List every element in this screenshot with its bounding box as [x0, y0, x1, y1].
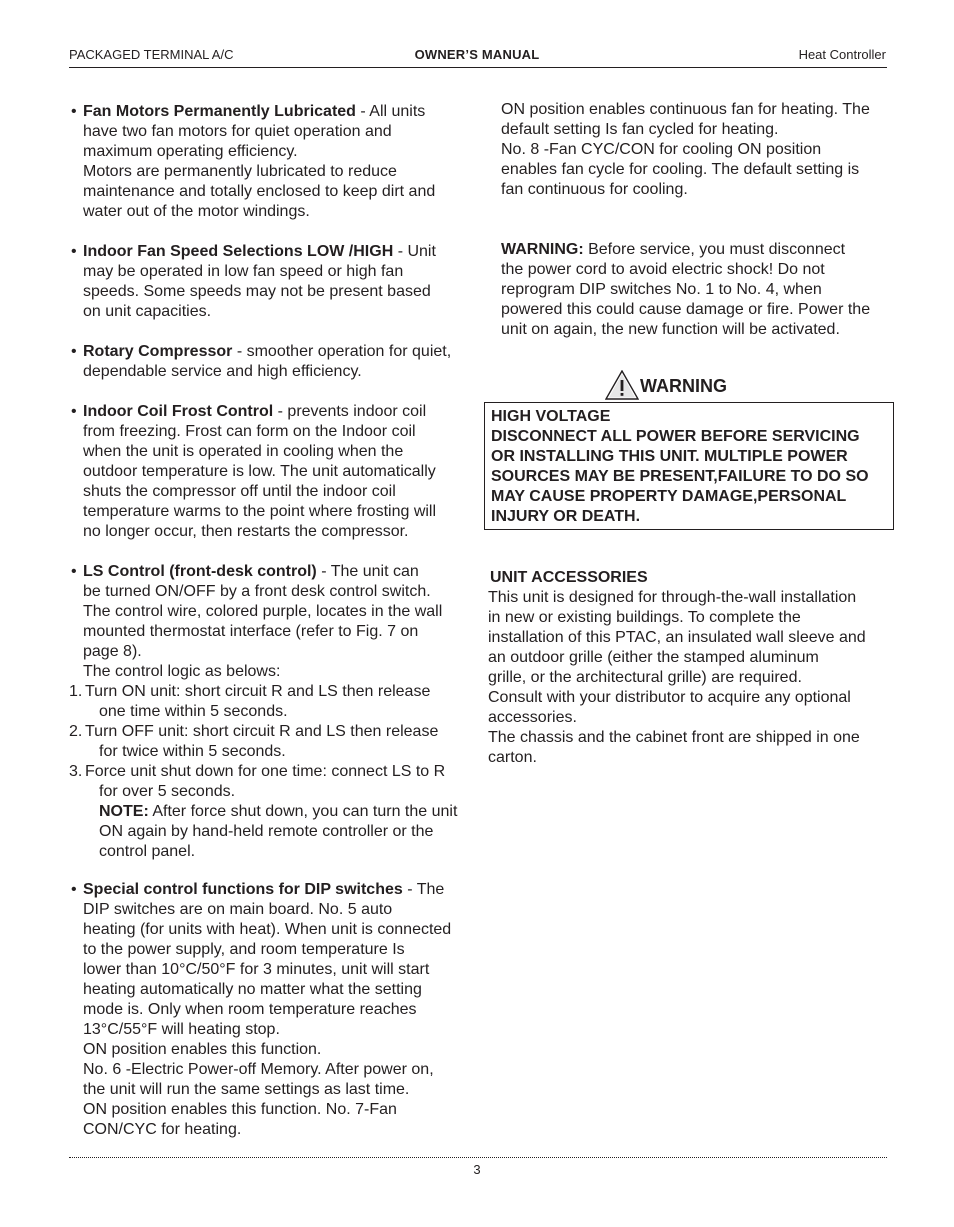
text-line: page 8). [83, 643, 142, 660]
bullet: • [71, 103, 77, 120]
text-line: ON again by hand-held remote controller or the [99, 823, 434, 840]
note-label: NOTE: [99, 803, 149, 820]
fan-motors-line1: - All units [355, 103, 426, 120]
page-number: 3 [473, 1162, 481, 1177]
ls-control-title: LS Control (front-desk control) [83, 563, 317, 580]
text-line: This unit is designed for through-the-wall installation [488, 589, 857, 606]
footer-dotted-rule [69, 1157, 887, 1158]
text-line: grille, or the architectural grille) are required. [488, 669, 802, 686]
text-line: temperature warms to the point where frosting will [83, 503, 437, 520]
step-item [69, 682, 469, 722]
text-line: ON position enables this function. [83, 1041, 322, 1058]
compressor-title: Rotary Compressor [83, 343, 233, 360]
fan-speed-line1: - Unit [393, 243, 436, 260]
right-column [488, 100, 888, 768]
frost-control-item [69, 402, 469, 542]
bullet: • [71, 403, 77, 420]
text-line: when the unit is operated in cooling when the [83, 443, 404, 460]
text-line: for over 5 seconds. [99, 783, 236, 800]
step-number: 3. [69, 763, 83, 780]
warning-heading-label: WARNING [640, 376, 727, 396]
text-line: No. 6 -Electric Power-off Memory. After power on, [83, 1061, 434, 1078]
text-line: the power cord to avoid electric shock! Do not [501, 261, 825, 278]
text-line: powered this could cause damage or fire. Power the [501, 301, 871, 318]
step-item [69, 722, 469, 762]
header-brand: Heat Controller [798, 47, 886, 62]
fan-motors-item [69, 102, 469, 222]
warning-box-line: OR INSTALLING THIS UNIT. MULTIPLE POWER [491, 448, 848, 465]
text-line: Turn ON unit: short circuit R and LS then release [85, 683, 431, 700]
unit-accessories-heading: UNIT ACCESSORIES [490, 569, 648, 586]
step-number: 2. [69, 723, 83, 740]
text-line: DIP switches are on main board. No. 5 auto [83, 901, 393, 918]
frost-control-line1: - prevents indoor coil [273, 403, 427, 420]
compressor-item [69, 342, 469, 382]
header-manual-title: OWNER’S MANUAL [414, 47, 540, 62]
ls-control-line1: - The unit can [316, 563, 419, 580]
warning-box-line: MAY CAUSE PROPERTY DAMAGE,PERSONAL [491, 488, 847, 505]
left-column [69, 102, 469, 1160]
text-line: accessories. [488, 709, 577, 726]
text-line: on unit capacities. [83, 303, 212, 320]
text-line: enables fan cycle for cooling. The default setting is [501, 161, 860, 178]
frost-control-title: Indoor Coil Frost Control [83, 403, 274, 420]
text-line: carton. [488, 749, 537, 766]
warning-triangle-icon [605, 370, 639, 400]
text-line: may be operated in low fan speed or high fan [83, 263, 404, 280]
text-line: Consult with your distributor to acquire any optional [488, 689, 851, 706]
text-line: from freezing. Frost can form on the Indoor coil [83, 423, 416, 440]
text-line: heating automatically no matter what the setting [83, 981, 422, 998]
text-line: the unit will run the same settings as last time. [83, 1081, 410, 1098]
text-line: ON position enables continuous fan for heating. The [501, 101, 870, 118]
warning-box-line: INJURY OR DEATH. [491, 508, 641, 525]
text-line: maximum operating efficiency. [83, 143, 298, 160]
text-line: The chassis and the cabinet front are shipped in one [488, 729, 860, 746]
bullet: • [71, 343, 77, 360]
step-item [69, 762, 469, 802]
warning-box-line: DISCONNECT ALL POWER BEFORE SERVICING [491, 428, 860, 445]
fan-speed-item [69, 242, 469, 322]
text-line: heating (for units with heat). When unit is connected [83, 921, 452, 938]
text-line: The control wire, colored purple, locates in the wall [83, 603, 443, 620]
text-line: to the power supply, and room temperature Is [83, 941, 405, 958]
text-line: one time within 5 seconds. [99, 703, 288, 720]
spacer [488, 200, 888, 240]
text-line: reprogram DIP switches No. 1 to No. 4, when [501, 281, 822, 298]
header-rule [69, 67, 887, 68]
dip-switch-item [69, 880, 469, 1140]
warning-heading [488, 370, 888, 400]
text-line: The control logic as belows: [83, 663, 281, 680]
dip-continued-text [488, 100, 888, 200]
ls-control-steps [69, 682, 469, 802]
bullet: • [71, 243, 77, 260]
text-line: speeds. Some speeds may not be present based [83, 283, 431, 300]
text-line: an outdoor grille (either the stamped aluminum [488, 649, 819, 666]
text-line: shuts the compressor off until the indoor coil [83, 483, 396, 500]
text-line: ON position enables this function. No. 7-Fan [83, 1101, 397, 1118]
dip-switch-line1: - The [402, 881, 445, 898]
header-product-name: PACKAGED TERMINAL A/C [69, 47, 234, 62]
text-line: dependable service and high efficiency. [83, 363, 362, 380]
text-line: control panel. [99, 843, 196, 860]
text-line: no longer occur, then restarts the compressor. [83, 523, 409, 540]
warning-label: WARNING: [501, 241, 584, 258]
text-line: have two fan motors for quiet operation and [83, 123, 392, 140]
text-line: fan continuous for cooling. [501, 181, 688, 198]
text-line: mounted thermostat interface (refer to Fig. 7 on [83, 623, 419, 640]
text-line: CON/CYC for heating. [83, 1121, 242, 1138]
text-line: for twice within 5 seconds. [99, 743, 286, 760]
text-line: installation of this PTAC, an insulated wall sleeve and [488, 629, 866, 646]
step-number: 1. [69, 683, 83, 700]
text-line: No. 8 -Fan CYC/CON for cooling ON position [501, 141, 822, 158]
text-line: in new or existing buildings. To complete the [488, 609, 801, 626]
fan-motors-title: Fan Motors Permanently Lubricated [83, 103, 356, 120]
dip-switch-title: Special control functions for DIP switches [83, 881, 403, 898]
bullet: • [71, 563, 77, 580]
text-line: Motors are permanently lubricated to reduce [83, 163, 397, 180]
text-line: mode is. Only when room temperature reaches [83, 1001, 417, 1018]
text-line: outdoor temperature is low. The unit automatically [83, 463, 436, 480]
text-line: default setting Is fan cycled for heating. [501, 121, 779, 138]
compressor-line1: - smoother operation for quiet, [232, 343, 452, 360]
unit-accessories-section [488, 568, 888, 768]
text-line: Turn OFF unit: short circuit R and LS then release [85, 723, 439, 740]
warning-box-line: SOURCES MAY BE PRESENT,FAILURE TO DO SO [491, 468, 869, 485]
note-text: After force shut down, you can turn the unit [148, 803, 458, 820]
bullet: • [71, 881, 77, 898]
text-line: maintenance and totally enclosed to keep dirt and [83, 183, 436, 200]
text-line: lower than 10°C/50°F for 3 minutes, unit will start [83, 961, 430, 978]
text-line: water out of the motor windings. [83, 203, 310, 220]
text-line: be turned ON/OFF by a front desk control switch. [83, 583, 431, 600]
text-line: Force unit shut down for one time: connect LS to R [85, 763, 446, 780]
warning-box-line: HIGH VOLTAGE [491, 408, 611, 425]
fan-speed-title: Indoor Fan Speed Selections LOW /HIGH [83, 243, 394, 260]
warning-paragraph [488, 240, 888, 340]
ls-control-item [69, 562, 469, 862]
high-voltage-warning-box [484, 402, 894, 530]
text-line: unit on again, the new function will be activated. [501, 321, 840, 338]
text-line: 13°C/55°F will heating stop. [83, 1021, 280, 1038]
warning-text: Before service, you must disconnect [583, 241, 846, 258]
ls-control-note [83, 802, 469, 862]
